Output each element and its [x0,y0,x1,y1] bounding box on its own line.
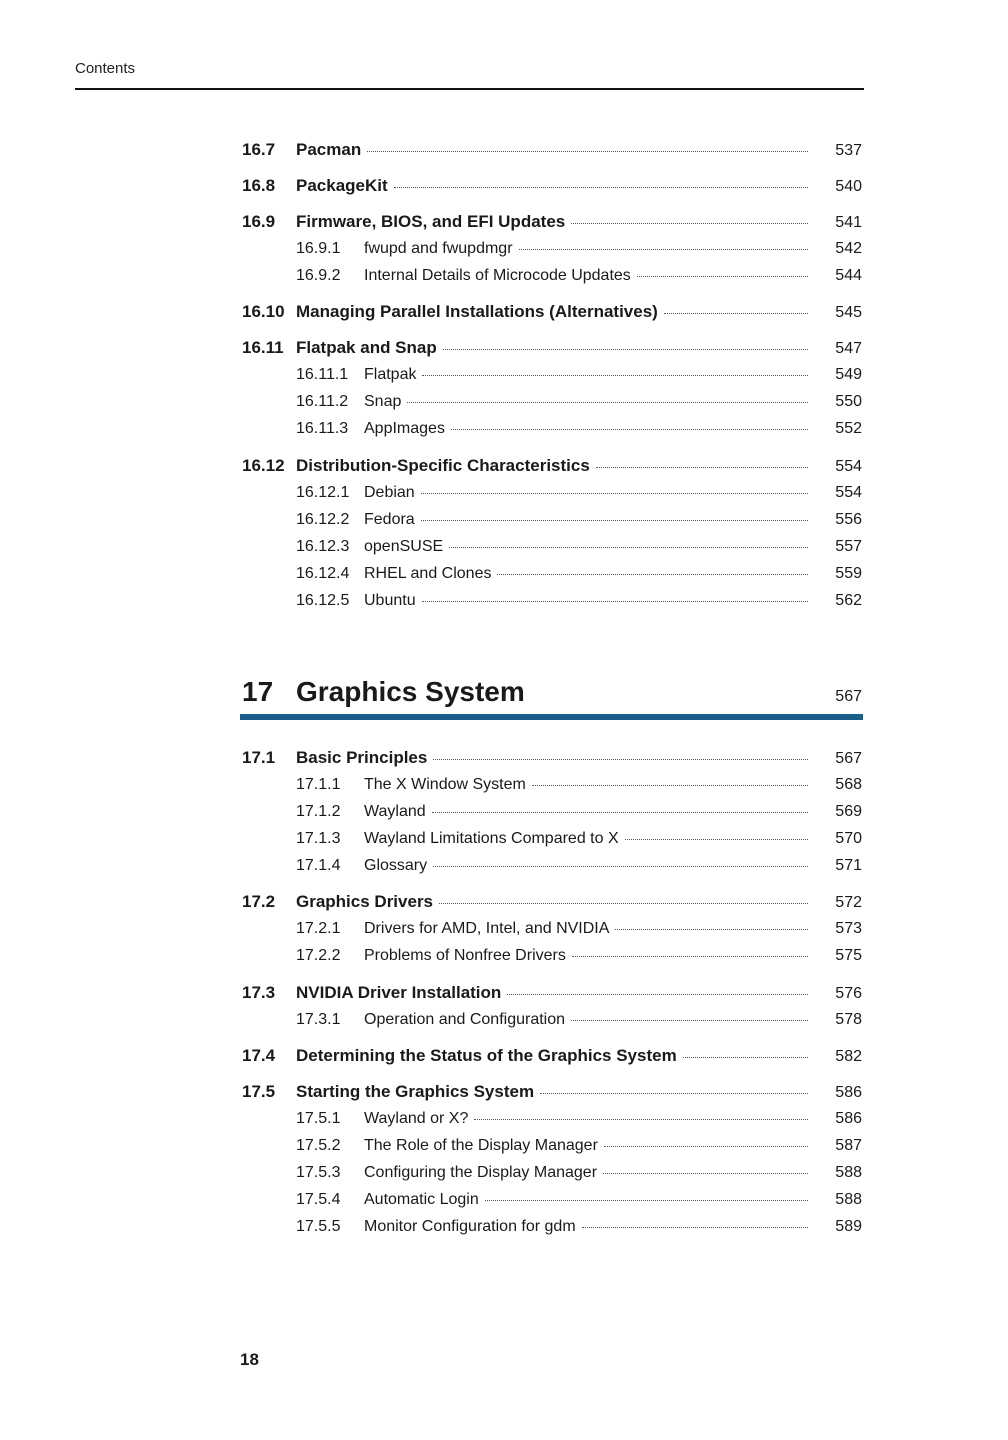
entry-page: 550 [835,393,862,410]
entry-number: 17.2 [242,892,276,911]
chapter-heading[interactable] [242,676,862,708]
entry-title: Determining the Status of the Graphics System [296,1046,677,1065]
entry-title: Graphics Drivers [296,892,434,911]
entry-page: 570 [835,830,862,847]
dot-leader [422,375,808,376]
toc-entry[interactable] [242,983,862,1005]
toc-entry[interactable] [242,511,862,533]
entry-title: NVIDIA Driver Installation [296,983,502,1002]
chapter-title: Graphics System [296,676,525,707]
entry-title: Managing Parallel Installations (Alternatives) [296,302,658,321]
entry-page: 571 [835,857,862,874]
entry-page: 588 [835,1164,862,1181]
entry-page: 567 [835,750,862,767]
dot-leader [571,1020,808,1021]
entry-page: 545 [835,304,862,321]
chapter-number: 17 [242,676,274,707]
dot-leader [439,903,808,904]
entry-page: 554 [835,484,862,501]
entry-number: 16.10 [242,302,285,321]
dot-leader [532,785,808,786]
entry-number: 17.1 [242,748,276,767]
toc-entry[interactable] [242,1218,862,1240]
toc-entry[interactable] [242,1082,862,1104]
dot-leader [596,467,808,468]
entry-number: 16.8 [242,176,276,195]
dot-leader [519,249,808,250]
entry-title: Internal Details of Microcode Updates [364,267,631,284]
running-header [75,60,864,78]
entry-page: 541 [835,214,862,231]
entry-page: 569 [835,803,862,820]
entry-number: 16.11.2 [296,393,349,410]
entry-title: RHEL and Clones [364,565,492,582]
dot-leader [572,956,808,957]
chapter-rule [240,714,863,720]
dot-leader [683,1057,808,1058]
entry-page: 552 [835,420,862,437]
entry-title: PackageKit [296,176,388,195]
entry-page: 547 [835,340,862,357]
toc-entry[interactable] [242,212,862,234]
toc-entry[interactable] [242,1011,862,1033]
toc-entry[interactable] [242,267,862,289]
entry-page: 582 [835,1048,862,1065]
entry-number: 16.12.5 [296,592,350,609]
entry-page: 586 [835,1084,862,1101]
page-number: 18 [240,1350,259,1369]
toc-entry[interactable] [242,1110,862,1132]
running-header-title: Contents [75,60,136,77]
entry-number: 17.2.2 [296,947,341,964]
entry-title: Debian [364,484,415,501]
dot-leader [474,1119,808,1120]
entry-title: AppImages [364,420,445,437]
entry-number: 17.3.1 [296,1011,341,1028]
toc-entry[interactable] [242,302,862,324]
dot-leader [449,547,808,548]
entry-number: 16.9 [242,212,276,231]
entry-page: 537 [835,142,862,159]
entry-page: 540 [835,178,862,195]
toc-entry[interactable] [242,592,862,614]
dot-leader [422,601,808,602]
entry-number: 16.12.2 [296,511,350,528]
dot-leader [625,839,808,840]
entry-page: 587 [835,1137,862,1154]
entry-number: 17.4 [242,1046,276,1065]
entry-number: 17.2.1 [296,920,341,937]
entry-number: 16.11.1 [296,366,349,383]
dot-leader [433,866,808,867]
dot-leader [664,313,808,314]
entry-title: Distribution-Specific Characteristics [296,456,590,475]
entry-page: 572 [835,894,862,911]
entry-title: Ubuntu [364,592,416,609]
entry-title: Monitor Configuration for gdm [364,1218,576,1235]
entry-page: 586 [835,1110,862,1127]
toc-entry[interactable] [242,947,862,969]
entry-title: Snap [364,393,402,410]
entry-number: 17.5.2 [296,1137,341,1154]
toc-entry[interactable] [242,366,862,388]
entry-number: 16.11.3 [296,420,349,437]
toc-entry[interactable] [242,803,862,825]
entry-number: 17.1.1 [296,776,341,793]
entry-title: Automatic Login [364,1191,479,1208]
entry-number: 17.5.4 [296,1191,341,1208]
toc-entry[interactable] [242,1191,862,1213]
entry-title: Pacman [296,140,362,159]
dot-leader [507,994,808,995]
entry-title: Wayland Limitations Compared to X [364,830,619,847]
dot-leader [394,187,808,188]
entry-number: 17.1.2 [296,803,341,820]
entry-number: 17.5.1 [296,1110,341,1127]
toc-entry[interactable] [242,857,862,879]
entry-page: 549 [835,366,862,383]
entry-page: 562 [835,592,862,609]
toc-entry[interactable] [242,748,862,770]
entry-title: Glossary [364,857,428,874]
dot-leader [571,223,808,224]
dot-leader [421,493,808,494]
entry-number: 16.12 [242,456,285,475]
entry-page: 588 [835,1191,862,1208]
entry-page: 544 [835,267,862,284]
toc-entry[interactable] [242,393,862,415]
entry-page: 589 [835,1218,862,1235]
toc-entry[interactable] [242,1137,862,1159]
chapter-page: 567 [835,688,862,705]
entry-title: Flatpak [364,366,417,383]
entry-title: Flatpak and Snap [296,338,437,357]
entry-number: 17.5.3 [296,1164,341,1181]
entry-title: Problems of Nonfree Drivers [364,947,566,964]
entry-title: Firmware, BIOS, and EFI Updates [296,212,566,231]
entry-number: 17.1.3 [296,830,341,847]
dot-leader [432,812,808,813]
toc-entry[interactable] [242,920,862,942]
toc-entry[interactable] [242,176,862,198]
dot-leader [443,349,808,350]
entry-title: Wayland [364,803,426,820]
entry-page: 556 [835,511,862,528]
dot-leader [497,574,808,575]
entry-title: The X Window System [364,776,526,793]
entry-title: fwupd and fwupdmgr [364,240,513,257]
entry-number: 16.12.4 [296,565,350,582]
entry-number: 17.1.4 [296,857,341,874]
dot-leader [485,1200,808,1201]
toc-entry[interactable] [242,1164,862,1186]
entry-number: 16.11 [242,338,284,357]
entry-page: 557 [835,538,862,555]
dot-leader [637,276,808,277]
toc-entry[interactable] [242,484,862,506]
entry-number: 16.7 [242,140,276,159]
entry-number: 17.5 [242,1082,276,1101]
entry-title: The Role of the Display Manager [364,1137,598,1154]
dot-leader [407,402,808,403]
dot-leader [433,759,808,760]
entry-page: 542 [835,240,862,257]
entry-title: Configuring the Display Manager [364,1164,598,1181]
toc-entry[interactable] [242,240,862,262]
dot-leader [603,1173,808,1174]
dot-leader [582,1227,808,1228]
dot-leader [367,151,808,152]
toc-entry[interactable] [242,420,862,442]
entry-title: Fedora [364,511,415,528]
toc-entry[interactable] [242,140,862,162]
toc-entry[interactable] [242,892,862,914]
entry-page: 559 [835,565,862,582]
entry-number: 16.12.3 [296,538,350,555]
entry-number: 17.5.5 [296,1218,341,1235]
dot-leader [421,520,808,521]
entry-page: 576 [835,985,862,1002]
toc-entry[interactable] [242,1046,862,1068]
entry-number: 17.3 [242,983,276,1002]
header-rule [75,88,864,90]
toc-entry[interactable] [242,338,862,360]
entry-title: Operation and Configuration [364,1011,566,1028]
entry-title: Drivers for AMD, Intel, and NVIDIA [364,920,610,937]
entry-page: 578 [835,1011,862,1028]
entry-number: 16.9.1 [296,240,341,257]
entry-page: 573 [835,920,862,937]
dot-leader [615,929,808,930]
dot-leader [604,1146,808,1147]
toc-entry[interactable] [242,456,862,478]
toc-entry[interactable] [242,565,862,587]
toc-entry[interactable] [242,830,862,852]
entry-title: Basic Principles [296,748,428,767]
entry-number: 16.9.2 [296,267,341,284]
entry-page: 554 [835,458,862,475]
entry-page: 575 [835,947,862,964]
entry-page: 568 [835,776,862,793]
dot-leader [540,1093,808,1094]
entry-title: Wayland or X? [364,1110,469,1127]
entry-title: Starting the Graphics System [296,1082,535,1101]
dot-leader [451,429,808,430]
toc-entry[interactable] [242,538,862,560]
entry-number: 16.12.1 [296,484,350,501]
toc-entry[interactable] [242,776,862,798]
entry-title: openSUSE [364,538,444,555]
